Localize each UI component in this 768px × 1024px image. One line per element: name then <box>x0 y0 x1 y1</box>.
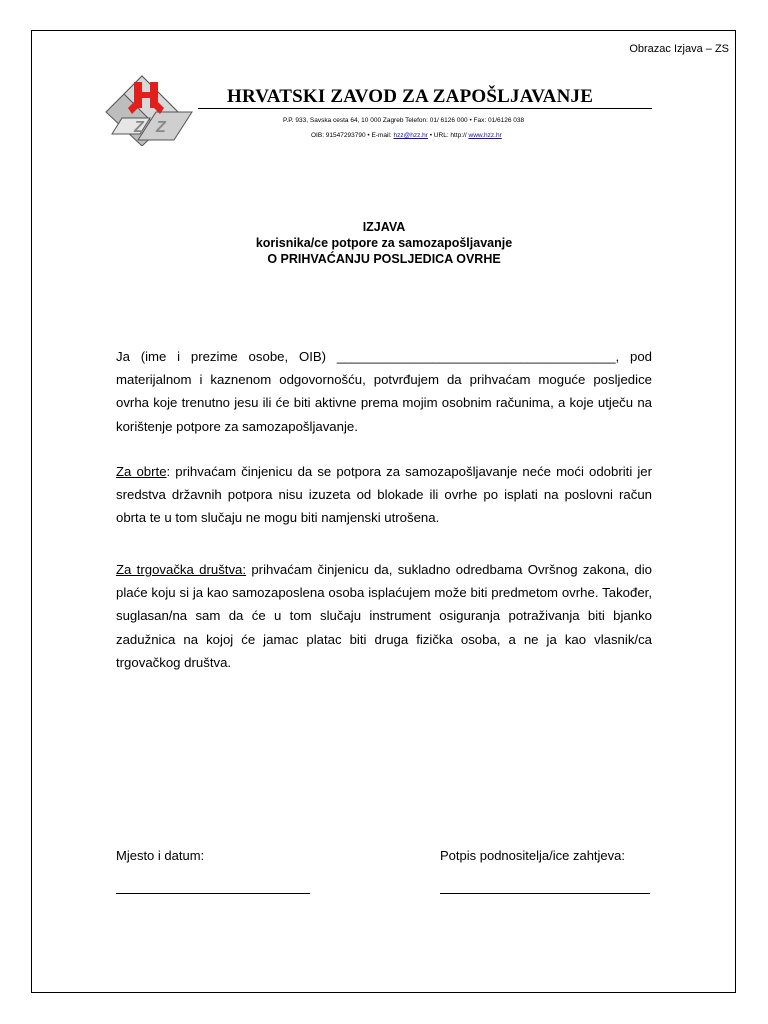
hzz-logo-icon <box>104 74 194 146</box>
companies-label: Za trgovačka društva: <box>116 562 247 577</box>
form-code: Obrazac Izjava – ZS <box>629 43 729 55</box>
organization-name: HRVATSKI ZAVOD ZA ZAPOŠLJAVANJE <box>227 86 594 107</box>
companies-paragraph <box>116 558 652 674</box>
crafts-label: Za obrte <box>116 464 167 479</box>
title-line-1: IZJAVA <box>362 220 406 234</box>
applicant-signature-label: Potpis podnositelja/ice zahtjeva: <box>440 848 626 863</box>
companies-text: prihvaćam činjenicu da, sukladno odredbama Ovršnog zakona, dio plaće koju si ja kao samozaposlena osoba isplaćujem može biti predmetom ovrhe. Također, suglasan/na sam da će u tom slučaju instrument osiguranja potraživanja biti bjanko zadužnica na kojoj će jamac platac biti druga fizička osoba, a ne ja kao vlasnik/ca trgovačkog društva. <box>116 562 652 670</box>
place-date-label: Mjesto i datum: <box>116 848 205 863</box>
crafts-text: : prihvaćam činjenicu da se potpora za samozapošljavanje neće moći odobriti jer sredstva državnih potpora nisu izuzeta od blokade ili ovrhe po isplati na poslovni račun obrta te u tom slučaju ne mogu biti namjenski utrošena. <box>116 464 652 526</box>
svg-text:Z: Z <box>134 119 144 136</box>
contact-info <box>311 132 502 139</box>
contact-address: P.P. 933, Savska cesta 64, 10 000 Zagreb Telefon: 01/ 6126 000 • Fax: 01/6126 038 <box>283 117 525 124</box>
svg-text:Z: Z <box>156 119 166 136</box>
website-link[interactable]: www.hzz.hr <box>468 132 502 139</box>
oib-label: OIB: 91547293790 • E-mail: <box>311 132 394 139</box>
email-link[interactable]: hzz@hzz.hr <box>393 132 428 139</box>
title-line-2: korisnika/ce potpore za samozapošljavanje <box>255 236 513 250</box>
signature-line[interactable] <box>440 893 650 894</box>
url-label: • URL: http:// <box>427 132 469 139</box>
crafts-paragraph <box>116 460 652 530</box>
place-date-line[interactable] <box>116 893 310 894</box>
statement-paragraph: Ja (ime i prezime osobe, OIB) ______________________________________, pod materijalnom i kaznenom odgovornošću, potvrđujem da prihvaćam moguće posljedice ovrha koje trenutno jesu ili će biti aktivne prema mojim osobnim računima, a koje utječu na korištenje potpore za samozapošljavanje. <box>116 349 652 434</box>
header-divider <box>198 108 652 109</box>
title-line-3: O PRIHVAĆANJU POSLJEDICA OVRHE <box>267 252 501 266</box>
document-title <box>200 219 568 267</box>
